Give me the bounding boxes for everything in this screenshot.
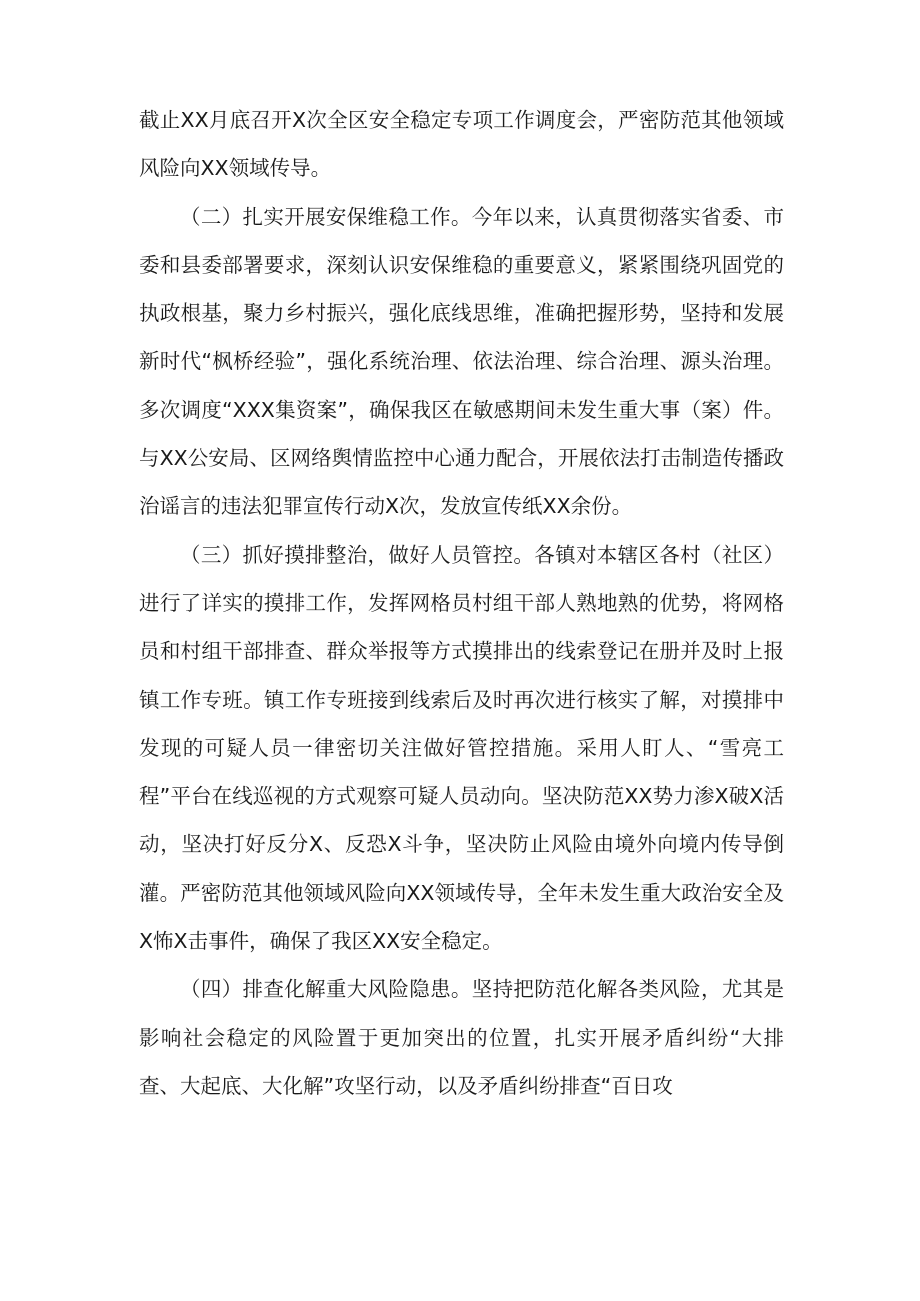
document-body [139,96,784,1110]
paragraph-risk-resolution: （四）排查化解重大风险隐患。坚持把防范化解各类风险，尤其是影响社会稳定的风险置于更加突出的位置，扎实开展矛盾纠纷“大排查、大起底、大化解”攻坚行动，以及矛盾纠纷排查“百日攻 [139,977,784,1098]
paragraph-continuation: 截止XX月底召开X次全区安全稳定专项工作调度会，严密防范其他领域风险向XX领域传导。 [139,108,784,181]
paragraph-investigation-control: （三）抓好摸排整治，做好人员管控。各镇对本辖区各村（社区）进行了详实的摸排工作，发挥网格员村组干部人熟地熟的优势，将网格员和村组干部排查、群众举报等方式摸排出的线索登记在册并及时上报镇工作专班。镇工作专班接到线索后及时再次进行核实了解，对摸排中发现的可疑人员一律密切关注做好管控措施。采用人盯人、“雪亮工程”平台在线巡视的方式观察可疑人员动向。坚决防范XX势力渗X破X活动，坚决打好反分X、反恐X斗争，坚决防止风险由境外向境内传导倒灌。严密防范其他领域风险向XX领域传导，全年未发生重大政治安全及X怖X击事件，确保了我区XX安全稳定。 [139,542,784,954]
paragraph-security-stability: （二）扎实开展安保维稳工作。今年以来，认真贯彻落实省委、市委和县委部署要求，深刻认识安保维稳的重要意义，紧紧围绕巩固党的执政根基，聚力乡村振兴，强化底线思维，准确把握形势，坚持和发展新时代“枫桥经验”，强化系统治理、依法治理、综合治理、源头治理。多次调度“XXX集资案”，确保我区在敏感期间未发生重大事（案）件。与XX公安局、区网络舆情监控中心通力配合，开展依法打击制造传播政治谣言的违法犯罪宣传行动X次，发放宣传纸XX余份。 [139,204,784,519]
